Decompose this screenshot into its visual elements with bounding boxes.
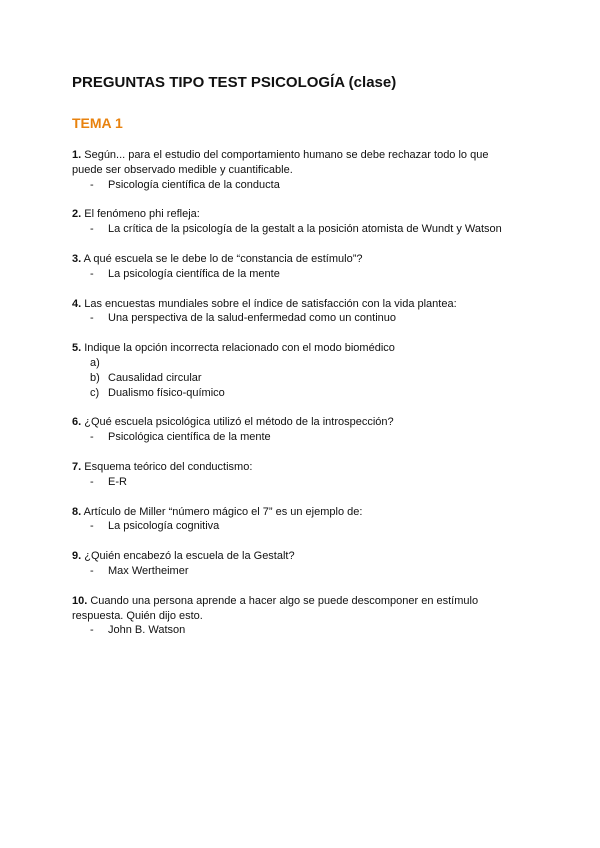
answer-list [72, 178, 540, 193]
answer-list [72, 564, 540, 579]
bullet-dash: - [90, 267, 94, 280]
bullet-dash: - [90, 312, 94, 325]
question-number: 3. [72, 252, 82, 265]
question-number: 4. [72, 297, 82, 310]
question-body: A qué escuela se le debe lo de “constancia de estímulo”? [81, 252, 363, 265]
question-1 [72, 148, 540, 192]
question-number: 9. [72, 550, 82, 563]
question-text [72, 252, 512, 267]
question-body: Según... para el estudio del comportamiento humano se debe rechazar todo lo que puede ser observado medible y cuantificable. [72, 149, 489, 176]
question-text [72, 460, 512, 475]
question-number: 10. [72, 594, 88, 607]
answer-list [72, 430, 540, 445]
option-text: Dualismo físico-químico [108, 386, 225, 399]
option-item-a [72, 356, 540, 371]
option-item-b [72, 371, 540, 386]
bullet-dash: - [90, 223, 94, 236]
answer-list [72, 267, 540, 282]
question-body: Las encuestas mundiales sobre el índice de satisfacción con la vida plantea: [81, 297, 457, 310]
question-number: 8. [72, 505, 82, 518]
question-body: ¿Quién encabezó la escuela de la Gestalt? [81, 550, 295, 563]
answer-item [72, 475, 540, 490]
question-4 [72, 297, 540, 327]
answer-item [72, 178, 540, 193]
answer-text: Max Wertheimer [108, 564, 189, 577]
question-body: ¿Qué escuela psicológica utilizó el método de la introspección? [81, 416, 394, 429]
question-body: Cuando una persona aprende a hacer algo se puede descomponer en estímulo respuesta. Quién dijo esto. [72, 594, 479, 622]
question-8 [72, 505, 540, 535]
answer-list [72, 623, 540, 638]
answer-list [72, 519, 540, 534]
answer-text: Una perspectiva de la salud-enfermedad como un continuo [108, 312, 397, 325]
option-list [72, 356, 540, 400]
bullet-dash: - [90, 178, 94, 191]
option-marker: a) [90, 356, 100, 369]
question-10 [72, 594, 540, 638]
answer-item [72, 222, 540, 237]
question-body: Esquema teórico del conductismo: [81, 460, 253, 473]
answer-text: E-R [108, 475, 127, 488]
page-title: PREGUNTAS TIPO TEST PSICOLOGÍA (clase) [72, 74, 397, 91]
answer-text: Psicología científica de la conducta [108, 178, 280, 191]
answer-text: La psicología cognitiva [108, 520, 220, 533]
question-body: Indique la opción incorrecta relacionado con el modo biomédico [81, 342, 395, 355]
answer-item [72, 623, 540, 638]
question-body: Artículo de Miller “número mágico el 7” es un ejemplo de: [81, 505, 363, 518]
answer-text: La crítica de la psicología de la gestalt a la posición atomista de Wundt y Watson [108, 223, 502, 236]
option-item-c [72, 386, 540, 401]
section-title: TEMA 1 [72, 115, 123, 131]
question-number: 2. [72, 208, 82, 221]
question-2 [72, 207, 540, 237]
answer-list [72, 222, 540, 237]
question-text [72, 415, 512, 430]
question-number: 6. [72, 416, 82, 429]
bullet-dash: - [90, 431, 94, 444]
question-number: 7. [72, 460, 82, 473]
question-3 [72, 252, 540, 282]
answer-item [72, 267, 540, 282]
question-text [72, 341, 512, 356]
question-6 [72, 415, 540, 445]
answer-text: John B. Watson [108, 624, 186, 637]
question-text [72, 148, 512, 178]
bullet-dash: - [90, 475, 94, 488]
option-text: Causalidad circular [108, 371, 202, 384]
answer-item [72, 519, 540, 534]
question-text [72, 549, 512, 564]
question-5 [72, 341, 540, 400]
answer-text: Psicológica científica de la mente [108, 431, 271, 444]
answer-list [72, 475, 540, 490]
question-text [72, 594, 512, 624]
bullet-dash: - [90, 624, 94, 637]
answer-item [72, 311, 540, 326]
question-7 [72, 460, 540, 490]
question-number: 5. [72, 342, 82, 355]
bullet-dash: - [90, 564, 94, 577]
answer-list [72, 311, 540, 326]
question-text [72, 505, 512, 520]
question-text [72, 207, 512, 222]
question-body: El fenómeno phi refleja: [81, 208, 200, 221]
answer-item [72, 564, 540, 579]
question-number: 1. [72, 149, 82, 161]
question-9 [72, 549, 540, 579]
answer-item [72, 430, 540, 445]
answer-text: La psicología científica de la mente [108, 267, 280, 280]
question-text [72, 297, 512, 312]
option-marker: b) [90, 371, 100, 384]
option-marker: c) [90, 386, 100, 399]
bullet-dash: - [90, 520, 94, 533]
